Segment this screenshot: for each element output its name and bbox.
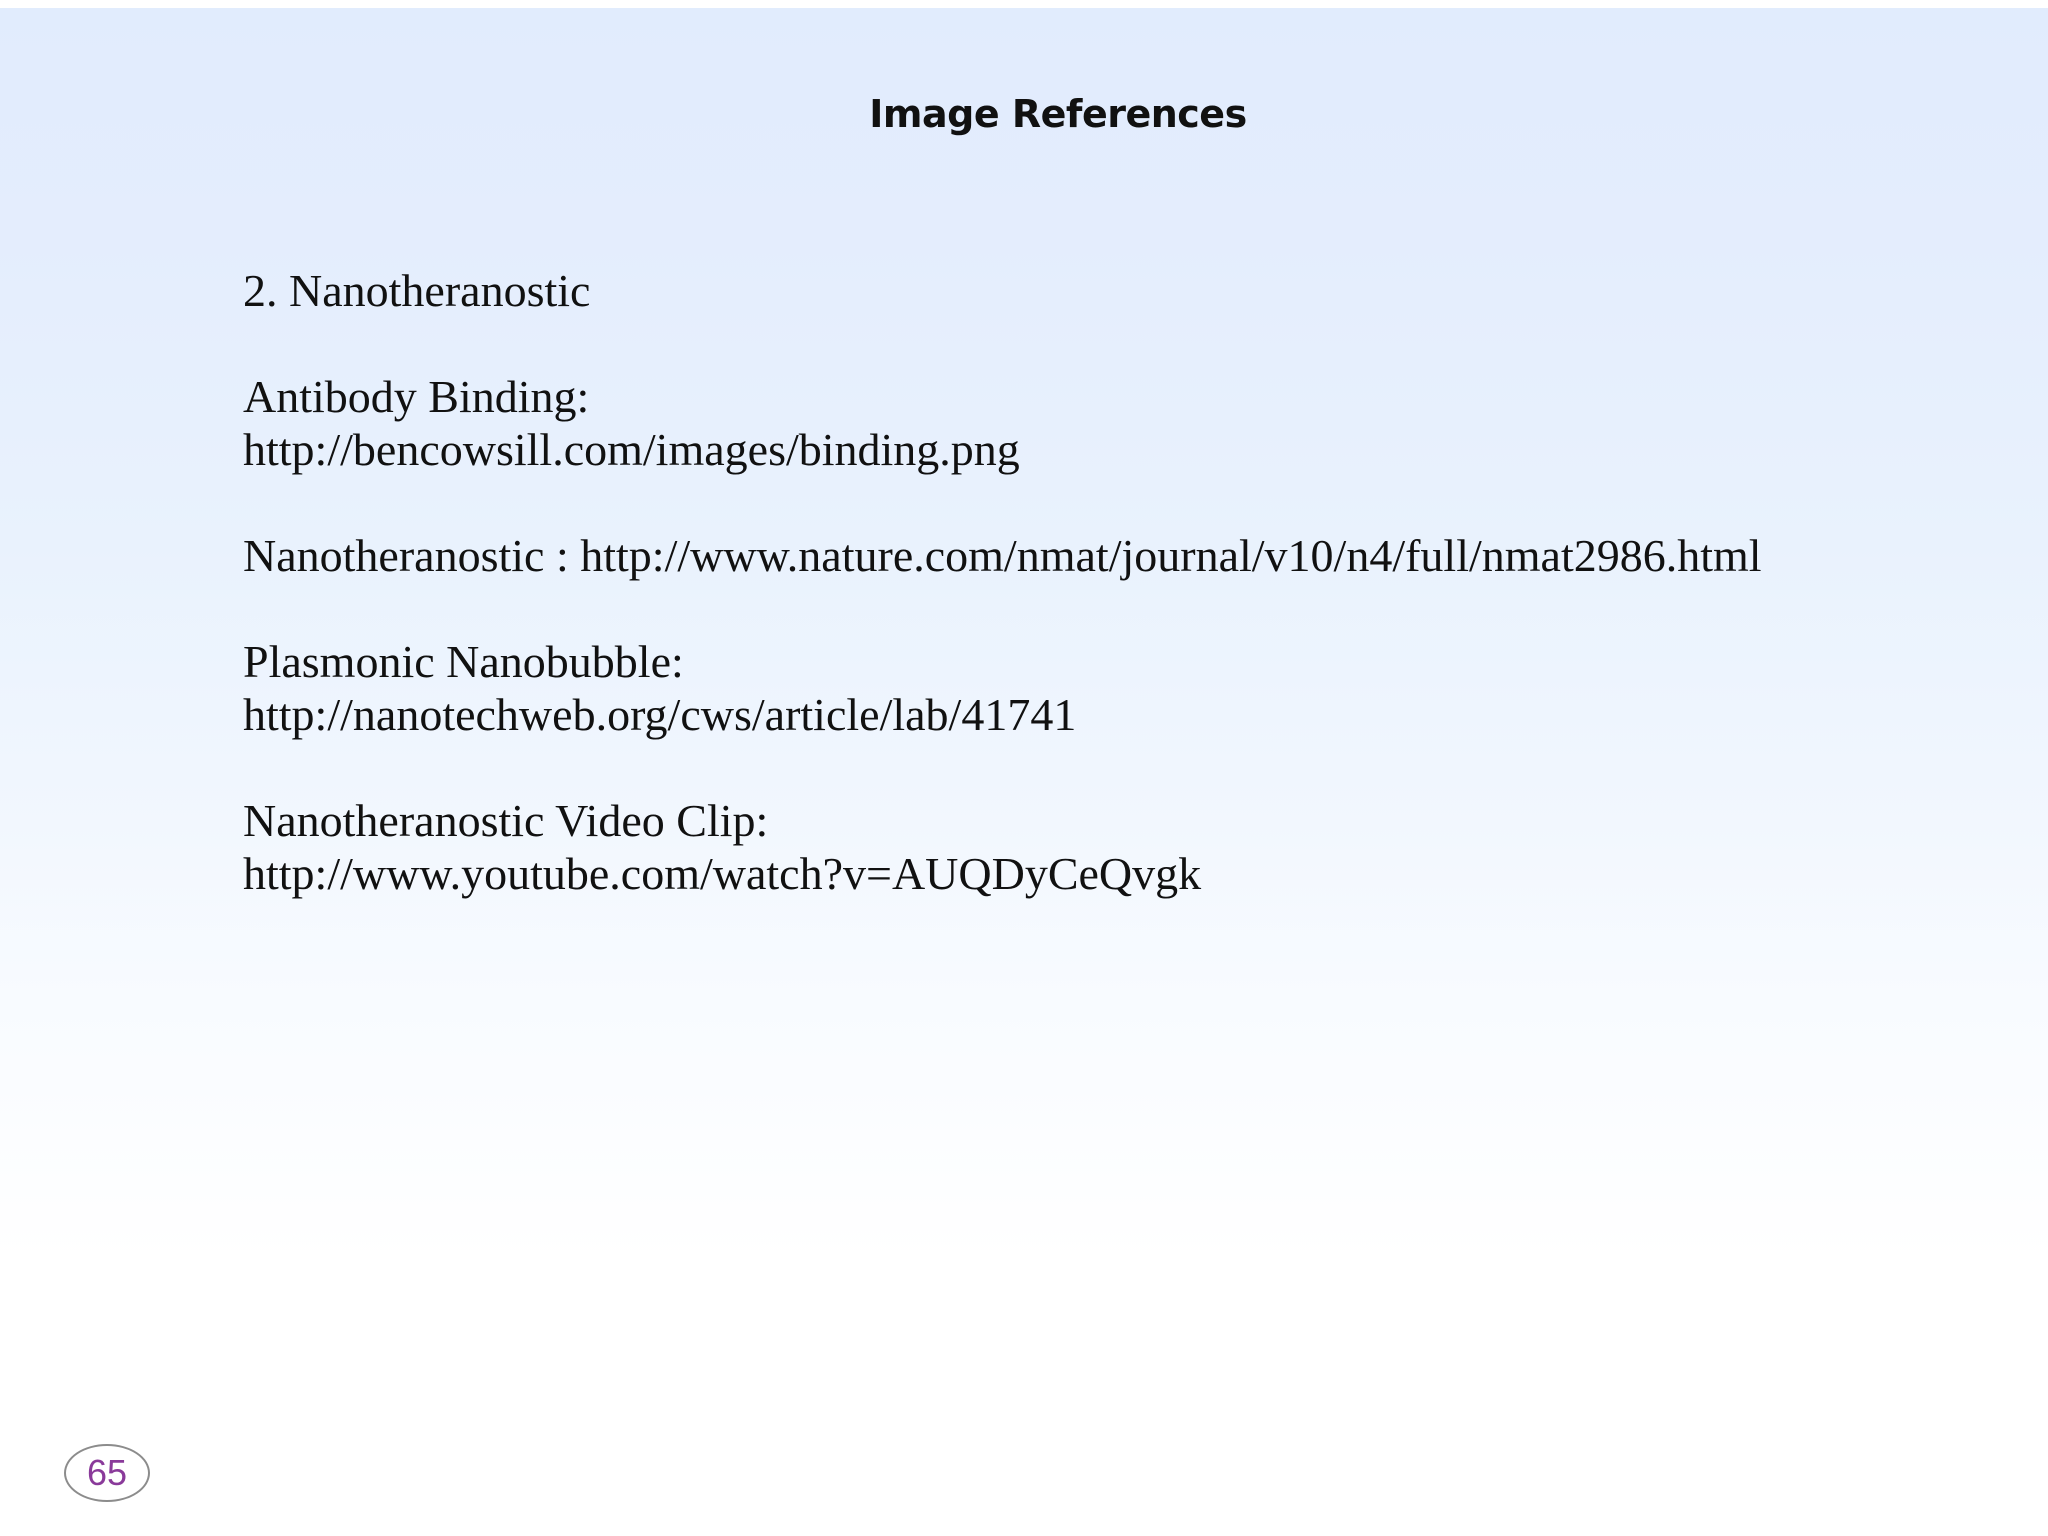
spacer bbox=[243, 317, 1762, 370]
slide-title: Image References bbox=[869, 92, 1247, 136]
reference-label-antibody-binding: Antibody Binding: bbox=[243, 371, 590, 422]
reference-url-antibody-binding: http://bencowsill.com/images/binding.png bbox=[243, 424, 1020, 475]
reference-label-video-clip: Nanotheranostic Video Clip: bbox=[243, 795, 769, 846]
section-heading: 2. Nanotheranostic bbox=[243, 265, 591, 316]
spacer bbox=[243, 582, 1762, 635]
reference-list bbox=[243, 264, 1762, 900]
top-border-strip bbox=[0, 0, 2048, 8]
spacer bbox=[243, 741, 1762, 794]
reference-nanotheranostic: Nanotheranostic : http://www.nature.com/nmat/journal/v10/n4/full/nmat2986.html bbox=[243, 530, 1762, 581]
reference-url-video-clip: http://www.youtube.com/watch?v=AUQDyCeQvgk bbox=[243, 848, 1202, 899]
spacer bbox=[243, 476, 1762, 529]
reference-label-plasmonic-nanobubble: Plasmonic Nanobubble: bbox=[243, 636, 684, 687]
reference-url-plasmonic-nanobubble: http://nanotechweb.org/cws/article/lab/41741 bbox=[243, 689, 1077, 740]
page-number-badge: 65 bbox=[64, 1444, 150, 1502]
